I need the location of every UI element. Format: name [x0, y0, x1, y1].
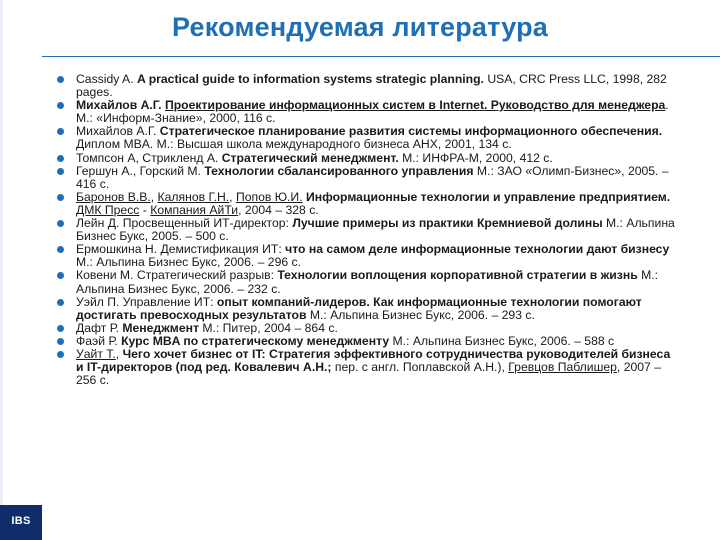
reference-text: Диплом MBA. М.: Высшая школа международного бизнеса АНХ, 2001, 134 с.	[76, 137, 512, 152]
reference-text: Фаэй Р.	[76, 333, 122, 348]
bullet-dot-icon	[57, 168, 64, 175]
reference-text: М.: Питер, 2004 – 864 с.	[198, 320, 338, 335]
reference-item	[55, 269, 675, 295]
reference-text: , 2007 – 256 с.	[76, 360, 661, 388]
reference-text: Михайлов А.Г.	[76, 124, 160, 139]
bullet-dot-icon	[57, 102, 64, 109]
reference-text: A practical guide to information systems strategic planning.	[136, 72, 484, 86]
reference-text: Технологии воплощения корпоративной стратегии в жизнь	[277, 268, 638, 283]
reference-text: Стратегический менеджмент.	[221, 150, 399, 165]
reference-text: ,	[150, 189, 158, 204]
reference-link[interactable]: Баронов В.В.	[76, 189, 151, 204]
reference-item	[55, 125, 675, 151]
reference-link[interactable]: Попов Ю.И.	[235, 189, 303, 204]
reference-link[interactable]: Компания АйТи	[150, 202, 239, 217]
left-edge-bar	[0, 0, 3, 540]
reference-text: Стратегическое планирование развития системы информационного обеспечения.	[159, 124, 663, 139]
bullet-dot-icon	[57, 325, 64, 332]
reference-text: М.: Альпина Бизнес Букс, 2006. – 296 с.	[76, 255, 301, 270]
reference-list	[55, 73, 675, 387]
reference-link[interactable]: Калянов Г.Н.	[157, 189, 230, 204]
ibs-logo: IBS	[0, 505, 42, 540]
reference-text: Менеджмент	[122, 320, 199, 335]
reference-text: опыт компаний-лидеров. Как информационные технологии помогают достигать превосходных результатов	[76, 294, 642, 322]
reference-text: Михайлов А.Г.	[76, 98, 165, 113]
reference-text: Томпсон А, Стрикленд А.	[76, 150, 222, 165]
reference-text: М.: Альпина Бизнес Букс, 2005. – 500 с.	[76, 216, 675, 244]
reference-text: , 2004 – 328 с.	[238, 202, 319, 217]
reference-text: пер. с англ. Поплавской А.Н.),	[331, 360, 509, 375]
reference-text: Гершун А., Горский М.	[76, 163, 205, 178]
reference-text: Информационные технологии и управление предприятием.	[305, 189, 671, 204]
reference-text: Уэйл П. Управление ИТ:	[76, 294, 217, 309]
reference-text: Cassidy A.	[76, 72, 137, 86]
bullet-dot-icon	[57, 246, 64, 253]
reference-text: М.: ИНФРА-М, 2000, 412 с.	[398, 150, 553, 165]
reference-text: Технологии сбалансированного управления	[204, 163, 474, 178]
reference-item	[55, 191, 675, 217]
reference-text: что на самом деле информационные технологии дают бизнесу	[285, 242, 670, 257]
reference-text: Чего хочет бизнес от IT: Стратегия эффективного сотрудничества руководителей бизнеса и IT-директоров (под ред. Ковалевич А.Н.;	[76, 346, 671, 375]
bullet-dot-icon	[57, 338, 64, 345]
reference-text: М.: ЗАО «Олимп-Бизнес», 2005. – 416 с.	[76, 163, 669, 191]
reference-item	[55, 348, 675, 387]
reference-text: ,	[115, 346, 123, 361]
slide-title: Рекомендуемая литература	[172, 12, 548, 42]
reference-text: . М.: «Информ-Знание», 2000, 116 с.	[76, 98, 669, 126]
reference-text: Дафт Р.	[76, 320, 123, 335]
bullet-dot-icon	[57, 272, 64, 279]
reference-text: ,	[229, 189, 236, 204]
title-divider	[42, 56, 720, 57]
bullet-dot-icon	[57, 155, 64, 162]
bullet-dot-icon	[57, 76, 64, 83]
reference-link[interactable]: Проектирование информационных систем в Internet. Руководство для менеджера	[164, 98, 666, 113]
bullet-dot-icon	[57, 299, 64, 306]
reference-text: М.: Альпина Бизнес Букс, 2006. – 232 с.	[76, 268, 659, 296]
reference-link[interactable]: ДМК Пресс	[76, 202, 140, 217]
reference-text: Лейн Д. Просвещенный ИТ-директор:	[76, 216, 293, 231]
reference-item	[55, 296, 675, 322]
bullet-dot-icon	[57, 220, 64, 227]
reference-text: Лучшие примеры из практики Кремниевой долины	[292, 216, 603, 231]
reference-item	[55, 73, 675, 99]
reference-text: Ковени М. Стратегический разрыв:	[76, 268, 278, 283]
bullet-dot-icon	[57, 128, 64, 135]
reference-item	[55, 243, 675, 269]
reference-item	[55, 99, 675, 125]
reference-text: М.: Альпина Бизнес Букс, 2006. – 293 с.	[306, 307, 535, 322]
reference-text: Ермошкина Н. Демистификация ИТ:	[76, 242, 286, 257]
reference-text: USA, CRC Press LLC, 1998, 282 pages.	[76, 72, 667, 100]
reference-link[interactable]: Уайт Т.	[76, 346, 116, 361]
reference-link[interactable]: Гревцов Паблишер	[508, 360, 617, 375]
bullet-dot-icon	[57, 194, 64, 201]
reference-text: Курс MBA по стратегическому менеджменту	[121, 333, 390, 348]
bullet-dot-icon	[57, 351, 64, 358]
reference-item	[55, 217, 675, 243]
reference-text: М.: Альпина Бизнес Букс, 2006. – 588 с	[389, 333, 615, 348]
reference-item	[55, 165, 675, 191]
reference-text: -	[139, 202, 151, 217]
